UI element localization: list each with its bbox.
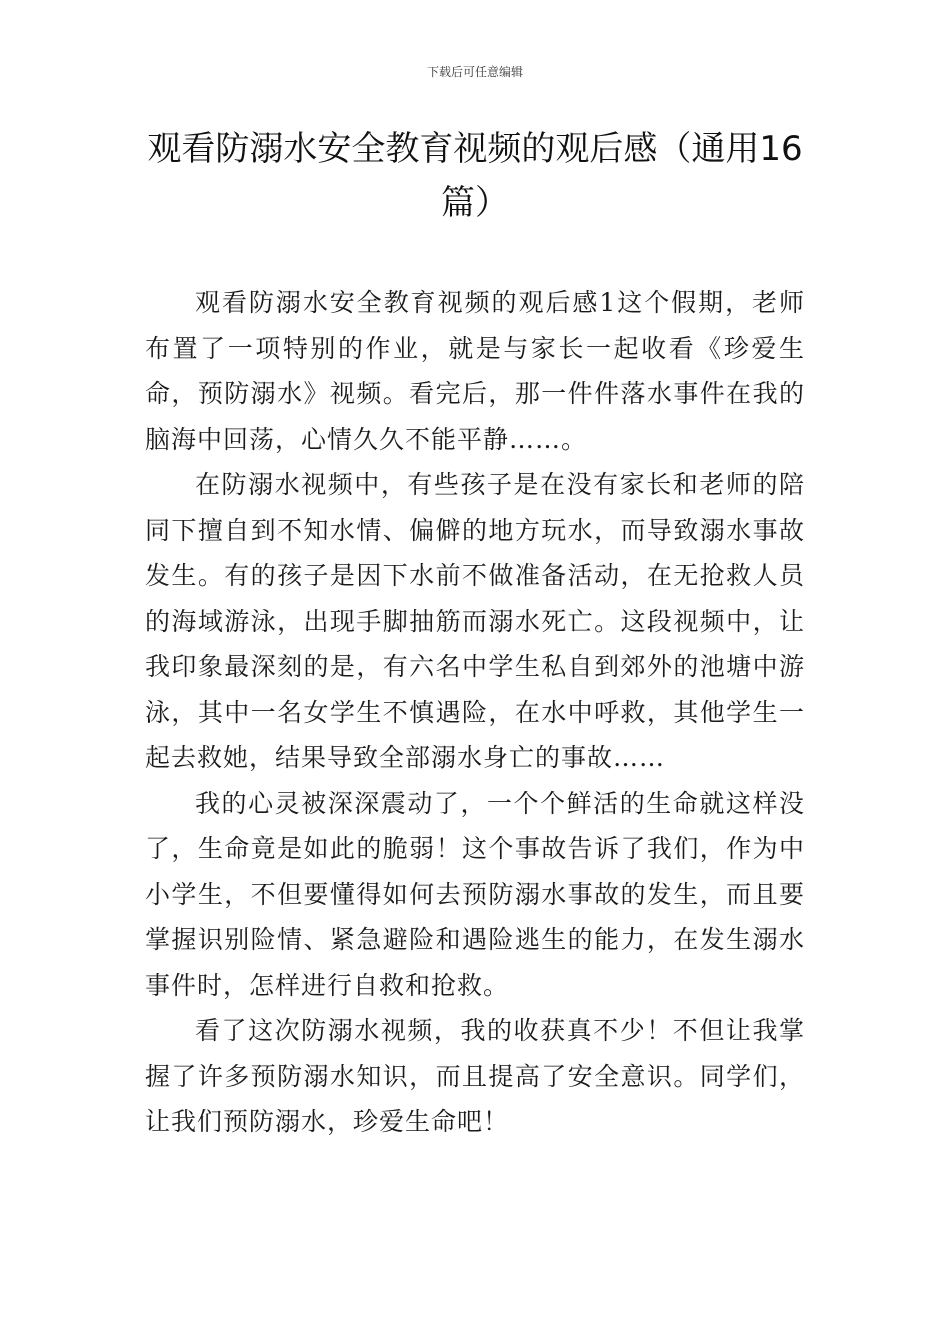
paragraph-3: 我的心灵被深深震动了，一个个鲜活的生命就这样没了，生命竟是如此的脆弱！这个事故告诉了我们，作为中小学生，不但要懂得如何去预防溺水事故的发生，而且要掌握识别险情、紧急避险和遇险逃生的能力，在发生溺水事件时，怎样进行自救和抢救。 xyxy=(145,788,805,1000)
paragraph-2: 在防溺水视频中，有些孩子是在没有家长和老师的陪同下擅自到不知水情、偏僻的地方玩水，而导致溺水事故发生。有的孩子是因下水前不做准备活动，在无抢救人员的海域游泳，出现手脚抽筋而溺水死亡。这段视频中，让我印象最深刻的是，有六名中学生私自到郊外的池塘中游泳，其中一名女学生不慎遇险，在水中呼救，其他学生一起去救她，结果导致全部溺水身亡的事故…… xyxy=(145,470,805,772)
header-note: 下载后可任意编辑 xyxy=(426,65,523,79)
document-body xyxy=(145,280,805,1145)
document-title: 观看防溺水安全教育视频的观后感（通用16篇） xyxy=(147,129,803,223)
paragraph-1: 观看防溺水安全教育视频的观后感1这个假期，老师布置了一项特别的作业，就是与家长一起收看《珍爱生命，预防溺水》视频。看完后，那一件件落水事件在我的脑海中回荡，心情久久不能平静……。 xyxy=(145,288,805,454)
paragraph-4: 看了这次防溺水视频，我的收获真不少！不但让我掌握了许多预防溺水知识，而且提高了安全意识。同学们，让我们预防溺水，珍爱生命吧！ xyxy=(145,1016,805,1136)
